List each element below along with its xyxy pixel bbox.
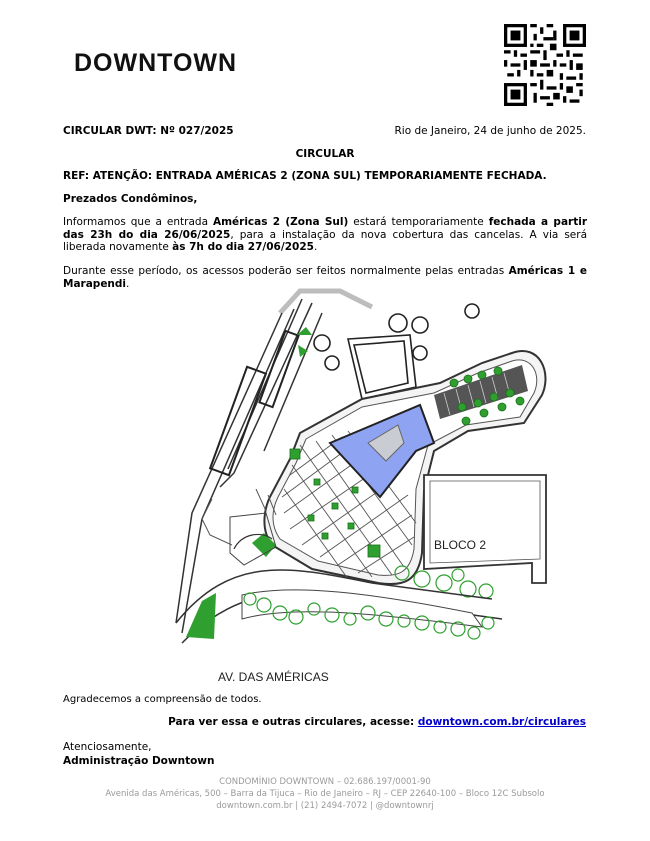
regards: Atenciosamente, <box>63 741 152 753</box>
paragraph-alternative-access: Durante esse período, os acessos poderão ser feitos normalmente pelas entradas Américas 1 e Marapendi. <box>63 265 587 290</box>
footer-address: Avenida das Américas, 500 – Barra da Tijuca – Rio de Janeiro – RJ – CEP 22640-100 – Bloco 12C Subsolo <box>105 789 545 799</box>
paragraph-closure-notice: Informamos que a entrada Américas 2 (Zona Sul) estará temporariamente fechada a partir das 23h do dia 26/06/2025, para a instalação da nova cobertura das cancelas. A via será liberada novamente às 7h do dia 27/06/2025. <box>63 216 588 253</box>
circulares-link[interactable]: downtown.com.br/circulares <box>417 716 586 728</box>
block-2-label: BLOCO 2 <box>434 538 487 552</box>
downtown-logo: DOWNTOWN <box>74 49 238 77</box>
footer-contact: downtown.com.br | (21) 2494-7072 | @downtownrj <box>216 801 434 811</box>
greeting: Prezados Condôminos, <box>63 193 198 205</box>
avenue-label: AV. DAS AMÉRICAS <box>218 670 329 684</box>
reference-line: REF: ATENÇÃO: ENTRADA AMÉRICAS 2 (ZONA SUL) TEMPORARIAMENTE FECHADA. <box>63 170 547 182</box>
letter-date: Rio de Janeiro, 24 de junho de 2025. <box>394 125 586 137</box>
letter-title: CIRCULAR <box>295 148 355 160</box>
site-map <box>172 283 552 691</box>
circular-number: CIRCULAR DWT: Nº 027/2025 <box>63 125 234 137</box>
site-text: Para ver essa e outras circulares, acesse: <box>168 716 418 728</box>
signature: Administração Downtown <box>63 755 215 767</box>
footer-company: CONDOMÍNIO DOWNTOWN – 02.686.197/0001-90 <box>219 777 431 787</box>
qr-code-icon[interactable] <box>504 24 586 106</box>
site-reference <box>168 716 586 728</box>
thanks-line: Agradecemos a compreensão de todos. <box>63 694 262 705</box>
